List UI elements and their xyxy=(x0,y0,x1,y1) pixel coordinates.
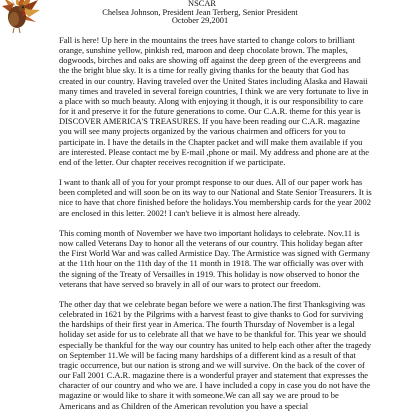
letter-header xyxy=(0,0,400,26)
paragraph-veterans-day: This coming month of November we have two important holidays to celebrate. Nov.11 is now called Veterans Day to honor all the veterans of our country. This holiday began after the First World War and was called Armistice Day. The Armistice was signed with Germany at the 11th hour on the 11th day of the 11 month in 1918. The war officially was over with the signing of the Treaty of Versailles in 1919. This holiday is now observed to honor the veterans that have served so bravely in all of our wars to protect our freedom. xyxy=(59,227,370,289)
paragraph-thanksgiving: The other day that we celebrate began before we were a nation.The first Thanksgiving was celebrated in 1621 by the Pilgrims with a harvest feast to give thanks to God for surviving the hardships of their first year in America. The fourth Thursday of November is a legal holiday set aside for us to celebrate all that we have to be thankful for. This year we should especially be thankful for the way our country has united to help each other after the tragedy on September 11.We will be facing many hardships of a different kind as a result of that tragic occurrence, but our nation is strong and we will survive. On the back of the cover of our Fall 2001 C.A.R. magazine there is a wonderful prayer and statement that expresses the character of our country and who we are. I have included a copy in case you do not have the magazine or would like to share it with someone.We can all say we are proud to be Americans and as Children of the American revolution you have a special xyxy=(59,299,372,411)
paragraph-dues: I want to thank all of you for your prompt response to our dues. All of our paper work has been completed and will soon be on its way to our National and State Senior Treasurers. It is nice to have that chore finished before the holidays.You membership cards for the year 2002 are enclosed in this letter. 2002! I can't believe it is almost here already. xyxy=(59,177,372,218)
paragraph-fall: Fall is here! Up here in the mountains the trees have started to change colors to brilliant orange, sunshine yellow, pinkish red, maroon and deep chocolate brown. The maples, dogwoods, birches and oaks are showing off against the deep green of the evergreens and the the bright blue sky. It is a time for really giving thanks for the beauty that God has created in our country. Having traveled over the United States including Alaska and Hawaii many times and traveled in several foreign countries, I think we are very fortunate to live in a place with so much beauty. Along with enjoying it though, it is our responsibility to care for it and preserve it for the future generations to come. Our C.A.R. theme for this year is DISCOVER AMERICA'S TREASURES. If you have been reading our C.A.R. magazine you will see many projects organized by the various chairmen and officers for you to participate in. I have the details in the Chapter packet and will make them available if you are interested. Please contact me by E-mail ,phone or mail. My address and phone are at the end of the letter. Our chapter receives recognition if we participate. xyxy=(59,35,369,167)
letter-date: October 29,2001 xyxy=(171,16,229,26)
officers-line: Chelsea Johnson, President Jean Terberg, Senior President xyxy=(102,7,298,17)
organization-name: NSCAR xyxy=(188,0,216,8)
letter-body xyxy=(59,35,373,411)
